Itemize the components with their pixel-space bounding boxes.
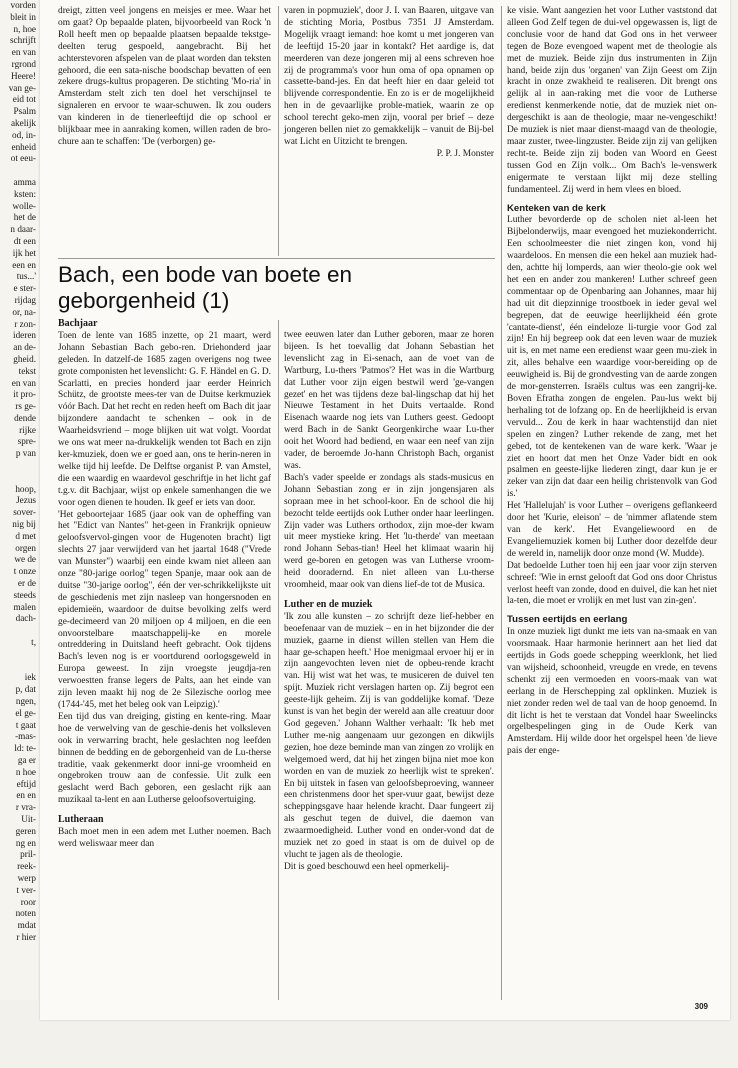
margin-fragment: eftijd: [16, 778, 36, 789]
margin-fragment: r zon-: [14, 318, 36, 329]
margin-fragment: een en: [12, 259, 36, 270]
body-text: dreigt, zitten veel jongens en meisjes er mee. Waar het om gaat? Op bepaalde platen, bijvoorbeeld van Rock 'n Roll heeft men op bepaalde plaatsen bepaalde tekstge-deelten terug gespoeld, aangebracht. Bij het achterstevoren afspelen van de plaat worden dan teksten gehoord, die een sata-nische boodschap bevatten of een zekere drugs-kultus propageren. De stichting 'Mo-ria' in Amsterdam stelt zich ten doel het verschijnsel te signaleren en ervoor te waar-schuwen. Ik zou ouders van kinderen in de tienerleeftijd die op school er blijkbaar mee in aanraking komen, willen raden de bro-chure aan te schaffen: 'De (verborgen) ge-: [58, 6, 271, 147]
margin-fragment: reek-: [17, 861, 36, 872]
margin-fragment: [0, 472, 38, 484]
margin-fragment: het de: [13, 212, 36, 223]
margin-fragment: dende: [14, 412, 36, 423]
margin-fragment: an de-: [13, 342, 36, 353]
margin-fragment: t,: [31, 637, 36, 648]
margin-fragment: t gaat: [15, 719, 36, 730]
margin-fragment: -mas-: [15, 731, 36, 742]
margin-fragment: steeds: [13, 589, 36, 600]
margin-fragment: ot eeu-: [10, 153, 36, 164]
margin-fragment: schrijft: [9, 35, 36, 46]
margin-fragment: dt een: [13, 235, 36, 246]
margin-fragment: ngen,: [15, 696, 36, 707]
margin-fragment: [0, 460, 38, 472]
body-text: varen in popmuziek', door J. I. van Baaren, uitgave van de stichting Moria, Postbus 7351 JJ Amsterdam. Mogelijk vraagt iemand: hoe komt u met jongeren van de leeftijd 15-20 jaar in kontakt? Het aardige is, dat meerderen van deze jongeren mij al eens schreven hoe zij de programma's voor hun oma of opa opnamen op cassette-band-jes. En dat heeft hier en daar geleid tot blijvende correspondentie. En zo is er de mogelijkheid hen in de gevaarlijke proble-matiek, waarin ze op school terecht geko-men zijn, vooral per brief – deze jongeren bellen niet zo gemakkelijk – vanuit de Bij-bel wat Licht en Uitzicht te brengen.: [284, 6, 494, 147]
margin-fragment: [0, 661, 38, 673]
margin-fragment: sover-: [13, 507, 36, 518]
margin-fragment: bleit in: [10, 11, 36, 22]
margin-fragment: el ge-: [15, 707, 36, 718]
margin-fragment: Psalm: [13, 106, 36, 117]
body-text: In onze muziek ligt dunkt me iets van na-smaak en van voorsmaak. Haar harmonie herinnert aan het lied dat eertijds in Gods goede schepping weerklonk, het lied van wijsheid, schoonheid, vreugde en vrede, en tevens schenkt zij een vermoeden en voors-maak van wat eerlang in de Herschepping zal opklinken. Muziek is niet zonder reden wel de taal van de hoop genoemd. In dit licht is het te verstaan dat Vondel haar Sweelincks orgelbespelingen ging in de Oude Kerk van Amsterdam. Hij wilde door het orgelspel heen 'de lieve pais der enge-: [507, 627, 717, 757]
margin-fragment: Heere!: [11, 70, 36, 81]
body-text: Toen de lente van 1685 inzette, op 21 maart, werd Johann Sebastian Bach gebo-ren. Driehonderd jaar geleden. In datzelf-de 1685 zagen overigens nog twee grote componisten het levenslicht: G. F. Händel en G. D. Scarlatti, en precies honderd jaar eerder Heinrich Schütz, de grootste mees-ter van de Duitse kerkmuziek vóór Bach. Dat het recht en reden heeft om Bach dit jaar bijzondere aandacht te schenken – ook in de Waarheidsvriend – moge blijken uit wat volgt. Voordat we ons wat meer na-drukkelijk wenden tot Bach en zijn ker-kmuziek, doen we er goed aan, ons te herin-neren in welke tijd hij leefde. De Delftse organist P. van Amstel, die een waardig en waardevol geschriftje in het licht gaf t.g.v. dit Bachjaar, wijst op enkele samenhangen die we voor ogen dienen te houden. Ik geef er iets van door.: [58, 330, 272, 508]
article-column-1: [58, 318, 271, 851]
body-text: Het 'Hallelujah' is voor Luther – overigens geflankeerd door het 'Kurie, eleison' – de 'nimmer aflatende stem van de kerk'. Het Evangeliewoord en de Evangeliemuziek komen bij Luther door dezelfde deur de wereld in, namelijk door onze mond (W. Mudde).: [507, 501, 717, 559]
section-heading: Bachjaar: [58, 318, 98, 329]
margin-fragment: spre-: [17, 436, 36, 447]
previous-page-margin: [0, 0, 38, 1000]
margin-fragment: pril-: [20, 849, 36, 860]
margin-fragment: ga er: [17, 755, 36, 765]
body-text: Bach's vader speelde er zondags als stads-musicus en Johann Sebastian zong er in zijn jongensjaren als sopraan mee in het school-koor. En de school die hij bezocht telde eertijds ook Luther onder haar leerlingen. Zijn vader was Luthers orthodox, zijn moe-der kwam uit meer mystieke kring. Het 'lu-therde' van meetaan rond Johann Sebas-tian! Heel het klimaat waarin hij werd ge-boren en getogen was van Lutherse vroom-heid dooradernd. En niet alleen van Lu-therse vroomheid, maar ook van diens lief-de tot de Musica.: [284, 472, 494, 591]
margin-fragment: iek: [24, 672, 36, 683]
margin-fragment: dach-: [15, 613, 36, 624]
article-column-3: [507, 6, 717, 758]
section-heading: Luther en de muziek: [284, 598, 373, 610]
margin-fragment: orgen: [15, 542, 36, 553]
margin-fragment: p van: [15, 448, 36, 459]
margin-fragment: e ster-: [13, 283, 36, 294]
margin-fragment: rijke: [19, 424, 36, 435]
margin-fragment: enheid: [11, 141, 36, 152]
margin-fragment: t ver-: [16, 884, 36, 895]
margin-fragment: nig bij: [12, 519, 36, 530]
body-text: Een tijd dus van dreiging, gisting en kente-ring. Maar hoe de verwelving van de geschie-denis het volksleven ook in verwarring bracht, hele geslachten nog leefden binnen de bedding en de geborgenheid van de Lu-therse traditie, vaak gekenmerkt door inni-ge vroomheid en ongebroken trouw aan de confessie. Uit zulk een geslacht werd Bach geboren, een geslacht rijk aan muzikaal ta-lent en aan Lutherse geloofsovertuiging.: [58, 711, 271, 806]
margin-fragment: [0, 165, 38, 177]
margin-fragment: gheid.: [13, 353, 36, 364]
body-text: Dat bedoelde Luther toen hij een jaar voor zijn sterven schreef: 'Wie in ernst gelooft dat God ons door Christus verlost heeft van zonde, dood en duivel, die kan het niet la-ten, die moet er vrolijk en met lust van zin-gen'.: [507, 560, 717, 607]
margin-fragment: mdat: [17, 920, 36, 931]
margin-fragment: od, in-: [12, 129, 36, 140]
margin-fragment: en van: [11, 47, 36, 58]
margin-fragment: tus...': [16, 271, 36, 282]
margin-fragment: tekst: [18, 365, 36, 376]
margin-fragment: en van: [11, 377, 36, 388]
body-text: Luther bevorderde op de scholen niet al-leen het Bijbelonderwijs, maar evengoed het muziekonderricht. Een schoolmeester die niet zingen kon, vond hij waardeloos. En mensen die een hekel aan muziek had-den, achtte hij lomperds, aan wier theolo-gie ook wel het een en ander zou mankeren! Luther schreef geen commentaar op de Openbaring aan Johannes, maar hij had uit dit diepzinnige troostboek in ieder geval wel begrepen, dat de eeuwige heerlijkheid één grote 'cantate-dienst', één eindeloze li-turgie voor God zal zijn! En hij begreep ook dat een leven waar de muziek uit is, en met name een eredienst waar geen mu-ziek in zit, alles behalve een waardige voor-bereiding op de eeuwigheid is. Bij de grondvesting van de aarde zongen de mor-gensterren. Israëls cultus was een zangrij-ke. Boven Efratha zongen de engelen. Pau-lus wekt bij herhaling tot de lofzang op. En de heerlijkheid is ervan vervuld... Zou de kerk in haar wachtenstijd dan niet spelen en zingen? Luther rekende de zang, met het gebed, tot de kentekenen van de ware kerk. 'Waar je ziet en hoort dat men het Onze Vader bidt en ook psalmen en geeste-lijke liederen zingt, daar kun je er zeker van zijn dat daar een heilig christenvolk van God is.': [507, 215, 717, 500]
body-text: 'Het geboortejaar 1685 (jaar ook van de opheffing van het "Edict van Nantes" het-geen in Frankrijk opnieuw geloofsvervol-gingen voor de Hugenoten bracht) ligt slechts 27 jaar verwijderd van het jaartal 1648 ("Vrede van Munster") waarbij een einde kwam niet alleen aan onze "80-jarige oorlog" tegen Spanje, maar ook aan de duitse "30-jarige oorlog", één der ver-schrikkelijkste uit de geschiedenis met zijn nasleep van hongersnoden en epidemieën, waardoor de duitse bevolking zelfs werd ge-decimeerd van 20 miljoen op 4 miljoen, en die een onvoorstelbare maatschappelij-ke en morele ontreddering in Duitsland heeft gebracht. Ook tijdens Bach's leven nog is er voortdurend oorlogsgeweld in Europa geweest. In zijn vroegste jeugdja-ren verwoestten franse legers de Palts, aan het einde van zijn leven maakt hij nog de 2e Silezische oorlog mee (1744-'45, met het beleg ook van Leipzig).': [58, 509, 271, 710]
page-number: 309: [694, 1002, 708, 1011]
magazine-page: [40, 0, 730, 1020]
column-divider: [501, 6, 502, 1000]
body-text: Dit is goed beschouwd een heel opmerkelij-: [284, 861, 450, 872]
margin-fragment: geren: [15, 825, 36, 836]
margin-fragment: Uit-: [21, 813, 36, 824]
body-text: Bach moet men in een adem met Luther noemen. Bach werd weliswaar meer dan: [58, 827, 271, 849]
margin-fragment: ng en: [15, 837, 36, 848]
margin-fragment: hoop,: [15, 483, 36, 494]
margin-fragment: r vra-: [15, 802, 36, 813]
margin-fragment: n, hoe: [13, 23, 36, 34]
margin-fragment: wolle-: [12, 200, 36, 211]
section-heading: Lutheraan: [58, 814, 104, 826]
margin-fragment: ksten:: [14, 188, 36, 199]
margin-fragment: eid tot: [12, 94, 36, 105]
margin-fragment: [0, 649, 38, 661]
article-column-2: [284, 330, 494, 874]
margin-fragment: [0, 625, 38, 637]
article-title: Bach, een bode van boete en geborgenheid (1): [58, 262, 352, 313]
margin-fragment: it pro-: [13, 389, 36, 400]
margin-fragment: van ge-: [8, 82, 36, 93]
margin-fragment: noten: [15, 908, 36, 919]
margin-fragment: p, dat: [15, 684, 36, 695]
margin-fragment: ld: te-: [14, 743, 36, 754]
margin-fragment: r hier: [16, 931, 36, 942]
section-heading: Kenteken van de kerk: [507, 202, 606, 214]
column-divider: [278, 320, 279, 1000]
section-heading: Tussen eertijds en eerlang: [507, 614, 628, 626]
body-text: ke visie. Want aangezien het voor Luther vaststond dat alleen God Zelf tegen de dui-vel opgewassen is, ligt de conclusie voor de hand dat God ons in het verweer tegen de Boze evengoed wapent met de theologie als met de muziek. Beide zijn dus instrumenten in Zijn hand, beide zijn dus 'organen' van Zijn Geest om Zijn kracht in onze zwakheid te realiseren. Dit brengt ons gelijk al in aan-raking met die voor de Lutherse eredienst kenmerkende notie, dat de muziek niet on-dergeschikt is aan de theologie, maar ne-vengeschikt! De muziek is niet maar dienst-maagd van de theologie, maar zuster, twee-lingzuster. Beide zijn zij van gelijken recht-te. Beide zijn zij boden van Woord en Geest tussen God en Zijn volk... Om Bach's le-venswerk enigermate te verstaan lijkt mij deze stelling fundamenteel. Zij werd in hem vlees en bloed.: [507, 6, 717, 195]
margin-fragment: werp: [17, 872, 36, 883]
section-divider: [58, 258, 495, 259]
body-text: twee eeuwen later dan Luther geboren, maar ze horen bijeen. Is het toevallig dat Johann Sebastian het levenslicht zag in Ei-senach, aan de voet van de Wartburg, Lu-thers 'Patmos'? Het was in die Wartburg dat Luther voor zijn eigen bestwil werd 'ge-vangen gezet' en het was tijdens deze bal-lingschap dat hij het Nieuwe Testament in het Duits vertaalde. Rond Eisenach waarde nog iets van Luthers geest. Gedoopt werd Bach in de Sankt Georgenkirche waar Lu-ther ooit het Woord had bediend, en waar een neef van zijn vader, de beroemde Jo-hann Christoph Bach, organist was.: [284, 330, 494, 471]
margin-fragment: rijdag: [14, 294, 36, 305]
margin-fragment: we de: [14, 554, 36, 565]
body-text: 'Ik zou alle kunsten – zo schrijft deze lief-hebber en beoefenaar van de muziek – en in het bijzonder die der muziek, gaarne in dienst willen stellen van Hem die haar ge-schapen heeft.' Hoe menigmaal ervoer hij er in zijn aangevochten leven niet de opbeu-rende kracht van. Hij wist wat het was, te musiceren de duivel ten spijt. Muziek richt verslagen harten op. Zij begrot een geeste-lijk geheim. Zij is van goddelijke komaf. 'Deze kunst is van het begin der wereld aan alle creatuur door God gegeven.' Johann Walther verhaalt: 'Ik heb met Luther me-nig aangenaam uur gezongen en dikwijls gezien, hoe deze beminde man van zingen zo vrolijk en welgemoed werd, dat hij het zingen bijna niet moe kon worden en van de muziek zo heerlijk wist te spreken'. En bij uitstek in fasen van geloofsbeproeving, wanneer een christenmens door het sper-vuur gaat, bewijst deze scheppingsgave haar helende kracht. Daar fungeert zij als geschut tegen de duivel, die daemon van zwaarmoedigheid. Luther vond en onder-vond dat de muziek net zo goed in staat is om de duivel op de vlucht te jagen als de theologie.: [284, 611, 494, 860]
author-signature: P. P. J. Monster: [436, 148, 494, 159]
margin-fragment: roor: [20, 896, 36, 907]
margin-fragment: or, na-: [12, 306, 36, 317]
margin-fragment: rs ge-: [15, 401, 36, 412]
margin-fragment: rgrond: [11, 58, 36, 69]
column-divider: [278, 6, 279, 256]
margin-fragment: er de: [17, 578, 36, 589]
top-column-1: [58, 6, 271, 149]
margin-fragment: n hoe: [15, 766, 36, 777]
margin-fragment: t onze: [13, 566, 36, 577]
margin-fragment: ijk het: [12, 247, 36, 258]
margin-fragment: amma: [13, 176, 36, 187]
margin-fragment: en en: [16, 790, 36, 801]
margin-fragment: n daar-: [10, 224, 36, 235]
margin-fragment: vorden: [10, 0, 36, 10]
margin-fragment: ideren: [13, 330, 36, 341]
margin-fragment: malen: [13, 601, 36, 612]
margin-fragment: d met: [15, 530, 36, 541]
top-column-2: [284, 6, 494, 161]
margin-fragment: akelijk: [10, 117, 36, 128]
margin-fragment: Jezus: [16, 495, 36, 506]
